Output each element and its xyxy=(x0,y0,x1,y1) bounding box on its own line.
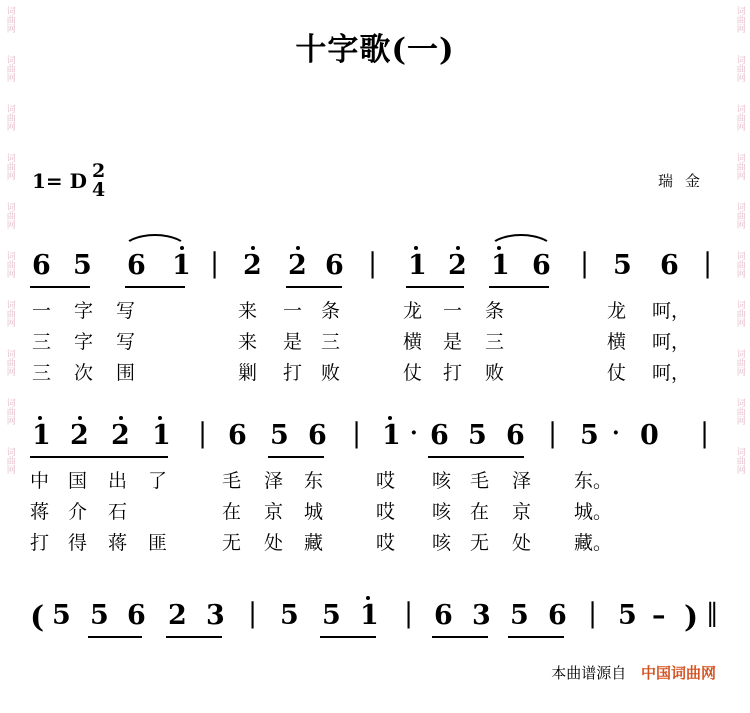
note: 6 xyxy=(127,250,146,281)
lyric-row xyxy=(0,497,750,528)
note: 1 xyxy=(491,250,510,281)
beam-line xyxy=(489,286,549,288)
octave-dot-above xyxy=(456,246,460,250)
augmentation-dot: · xyxy=(410,420,418,446)
lyric-syllable: 得 xyxy=(68,532,88,554)
lyric-row xyxy=(0,466,750,497)
lyric-syllable: 城 xyxy=(304,501,324,523)
barline: | xyxy=(198,418,208,449)
composer-credit: 瑞金 xyxy=(657,172,712,190)
time-signature-denominator: 4 xyxy=(91,179,106,201)
barline: | xyxy=(588,598,598,629)
note: 6 xyxy=(434,600,453,631)
lyric-row xyxy=(0,358,750,389)
octave-dot-above xyxy=(414,246,418,250)
octave-dot-above xyxy=(296,246,300,250)
beam-line xyxy=(428,456,524,458)
watermark-text: 词曲网 xyxy=(735,6,746,33)
note: 1 xyxy=(408,250,427,281)
octave-dot-above xyxy=(119,416,123,420)
lyric-syllable: 次 xyxy=(74,362,94,384)
note: 5 xyxy=(280,600,299,631)
lyric-syllable: 无 xyxy=(470,532,490,554)
barline: | xyxy=(580,248,590,279)
lyric-syllable: 蒋 xyxy=(30,501,50,523)
time-signature-numerator: 2 xyxy=(91,160,106,182)
octave-dot-above xyxy=(180,246,184,250)
lyric-syllable: 是 xyxy=(443,331,463,353)
final-barline: ‖ xyxy=(706,598,719,627)
watermark-text: 词曲网 xyxy=(735,202,746,229)
note: 5 xyxy=(468,420,487,451)
lyric-syllable: 东 xyxy=(304,470,324,492)
watermark-text: 词曲网 xyxy=(5,349,16,376)
lyric-syllable: 一 xyxy=(443,300,463,322)
beam-line xyxy=(30,456,168,458)
lyric-syllable: 处 xyxy=(512,532,532,554)
octave-dot-above xyxy=(38,416,42,420)
octave-dot-above xyxy=(366,596,370,600)
lyric-syllable: 打 xyxy=(443,362,463,384)
source-credit xyxy=(551,662,716,683)
beam-line xyxy=(268,456,324,458)
lyric-syllable: 字 xyxy=(74,300,94,322)
lyric-syllable: 来 xyxy=(238,300,258,322)
lyric-syllable: 写 xyxy=(116,300,136,322)
repeat-close-paren: ) xyxy=(684,600,699,635)
lyric-syllable: 三 xyxy=(32,362,52,384)
page-title: 十字歌(一) xyxy=(295,32,455,68)
lyric-syllable: 哎 xyxy=(376,501,396,523)
watermark-text: 词曲网 xyxy=(735,55,746,82)
barline: | xyxy=(352,418,362,449)
watermark-text: 词曲网 xyxy=(735,447,746,474)
note: 2 xyxy=(288,250,307,281)
note: 6 xyxy=(32,250,51,281)
lyric-syllable: 藏 xyxy=(304,532,324,554)
lyric-syllable: 来 xyxy=(238,331,258,353)
slur-arc xyxy=(122,234,188,250)
barline: | xyxy=(210,248,220,279)
lyric-syllable: 咳 xyxy=(432,470,452,492)
music-system-3 xyxy=(0,600,750,646)
note: 6 xyxy=(127,600,146,631)
source-site-name[interactable]: 中国词曲网 xyxy=(640,664,716,682)
note: 1 xyxy=(382,420,401,451)
note: 1 xyxy=(152,420,171,451)
note: 6 xyxy=(430,420,449,451)
note: 2 xyxy=(70,420,89,451)
lyric-row xyxy=(0,528,750,559)
note: 5 xyxy=(613,250,632,281)
note: 6 xyxy=(506,420,525,451)
barline: | xyxy=(548,418,558,449)
lyric-syllable: 一 xyxy=(283,300,303,322)
lyric-syllable: 横 xyxy=(607,331,627,353)
note: 5 xyxy=(322,600,341,631)
watermark-text: 词曲网 xyxy=(735,300,746,327)
note: 6 xyxy=(548,600,567,631)
note: 6 xyxy=(660,250,679,281)
barline: | xyxy=(700,418,710,449)
lyric-syllable: 打 xyxy=(283,362,303,384)
note: 3 xyxy=(472,600,491,631)
lyric-syllable: 泽 xyxy=(512,470,532,492)
note: 5 xyxy=(73,250,92,281)
beam-line xyxy=(406,286,464,288)
barline: | xyxy=(248,598,258,629)
lyric-syllable: 一 xyxy=(32,300,52,322)
note: 5 xyxy=(90,600,109,631)
note: 5 xyxy=(52,600,71,631)
lyric-syllable: 哎 xyxy=(376,532,396,554)
note: 6 xyxy=(308,420,327,451)
lyric-syllable: 匪 xyxy=(148,532,168,554)
lyric-syllable: 京 xyxy=(264,501,284,523)
lyric-syllable: 藏。 xyxy=(574,532,613,554)
lyric-syllable: 了 xyxy=(148,470,168,492)
note: 1 xyxy=(172,250,191,281)
note: 6 xyxy=(228,420,247,451)
lyric-syllable: 毛 xyxy=(470,470,490,492)
key-signature xyxy=(32,162,105,200)
note-row-3 xyxy=(0,600,750,646)
watermark-text: 词曲网 xyxy=(735,104,746,131)
lyric-syllable: 龙 xyxy=(607,300,627,322)
note: 2 xyxy=(448,250,467,281)
note: 5 xyxy=(510,600,529,631)
lyric-syllable: 是 xyxy=(283,331,303,353)
lyric-syllable: 出 xyxy=(108,470,128,492)
lyric-syllable: 仗 xyxy=(607,362,627,384)
lyric-syllable: 三 xyxy=(485,331,505,353)
watermark-text: 词曲网 xyxy=(5,55,16,82)
time-signature xyxy=(92,162,105,200)
beam-line xyxy=(508,636,564,638)
note: 5 xyxy=(580,420,599,451)
watermark-text: 词曲网 xyxy=(5,6,16,33)
lyric-syllable: 条 xyxy=(321,300,341,322)
lyric-syllable: 写 xyxy=(116,331,136,353)
lyric-syllable: 蒋 xyxy=(108,532,128,554)
note: 5 xyxy=(618,600,637,631)
lyric-syllable: 呵， xyxy=(652,331,691,353)
octave-dot-above xyxy=(497,246,501,250)
lyric-syllable: 字 xyxy=(74,331,94,353)
lyric-syllable: 三 xyxy=(321,331,341,353)
note: 5 xyxy=(270,420,289,451)
lyric-syllable: 呵， xyxy=(652,362,691,384)
lyric-syllable: 在 xyxy=(470,501,490,523)
lyric-syllable: 城。 xyxy=(574,501,613,523)
lyric-syllable: 介 xyxy=(68,501,88,523)
barline: | xyxy=(703,248,713,279)
lyric-syllable: 剿 xyxy=(238,362,258,384)
beam-line xyxy=(166,636,222,638)
note-extender: – xyxy=(652,600,666,631)
beam-line xyxy=(320,636,376,638)
octave-dot-above xyxy=(78,416,82,420)
note: 1 xyxy=(32,420,51,451)
watermark-text: 词曲网 xyxy=(735,398,746,425)
note: 0 xyxy=(640,420,659,451)
lyric-syllable: 咳 xyxy=(432,532,452,554)
watermark-text: 词曲网 xyxy=(5,398,16,425)
lyric-syllable: 条 xyxy=(485,300,505,322)
note: 2 xyxy=(168,600,187,631)
lyric-syllable: 中 xyxy=(30,470,50,492)
octave-dot-above xyxy=(388,416,392,420)
lyric-syllable: 在 xyxy=(222,501,242,523)
source-credit-text: 本曲谱源自 xyxy=(551,664,627,682)
lyric-syllable: 处 xyxy=(264,532,284,554)
note: 2 xyxy=(243,250,262,281)
lyric-syllable: 咳 xyxy=(432,501,452,523)
octave-dot-above xyxy=(251,246,255,250)
lyric-syllable: 泽 xyxy=(264,470,284,492)
beam-line xyxy=(125,286,185,288)
beam-line xyxy=(30,286,90,288)
watermark-text: 词曲网 xyxy=(735,349,746,376)
watermark-text: 词曲网 xyxy=(735,153,746,180)
beam-line xyxy=(286,286,342,288)
lyric-syllable: 败 xyxy=(321,362,341,384)
watermark-text: 词曲网 xyxy=(5,202,16,229)
watermark-text: 词曲网 xyxy=(5,447,16,474)
lyric-syllable: 打 xyxy=(30,532,50,554)
key-label: 1= D xyxy=(32,169,87,193)
repeat-open-paren: ( xyxy=(30,600,45,635)
lyric-syllable: 横 xyxy=(403,331,423,353)
music-system-1 xyxy=(0,250,750,389)
lyric-syllable: 龙 xyxy=(403,300,423,322)
octave-dot-above xyxy=(158,416,162,420)
note: 6 xyxy=(325,250,344,281)
lyric-row xyxy=(0,296,750,327)
lyric-syllable: 败 xyxy=(485,362,505,384)
barline: | xyxy=(404,598,414,629)
watermark-text: 词曲网 xyxy=(735,251,746,278)
music-system-2 xyxy=(0,420,750,559)
lyric-syllable: 无 xyxy=(222,532,242,554)
lyric-syllable: 国 xyxy=(68,470,88,492)
lyric-syllable: 毛 xyxy=(222,470,242,492)
lyric-syllable: 三 xyxy=(32,331,52,353)
beam-line xyxy=(432,636,488,638)
lyric-syllable: 石 xyxy=(108,501,128,523)
note: 1 xyxy=(360,600,379,631)
lyric-syllable: 仗 xyxy=(403,362,423,384)
lyric-syllable: 呵， xyxy=(652,300,691,322)
watermark-text: 词曲网 xyxy=(5,251,16,278)
barline: | xyxy=(368,248,378,279)
lyric-syllable: 京 xyxy=(512,501,532,523)
watermark-text: 词曲网 xyxy=(5,104,16,131)
watermark-text: 词曲网 xyxy=(5,153,16,180)
lyric-syllable: 哎 xyxy=(376,470,396,492)
beam-line xyxy=(88,636,142,638)
lyric-row xyxy=(0,327,750,358)
augmentation-dot: · xyxy=(612,420,620,446)
lyric-syllable: 东。 xyxy=(574,470,613,492)
watermark-text: 词曲网 xyxy=(5,300,16,327)
note: 6 xyxy=(532,250,551,281)
lyric-syllable: 围 xyxy=(116,362,136,384)
note-row-1 xyxy=(0,250,750,296)
note: 3 xyxy=(206,600,225,631)
note: 2 xyxy=(111,420,130,451)
note-row-2 xyxy=(0,420,750,466)
